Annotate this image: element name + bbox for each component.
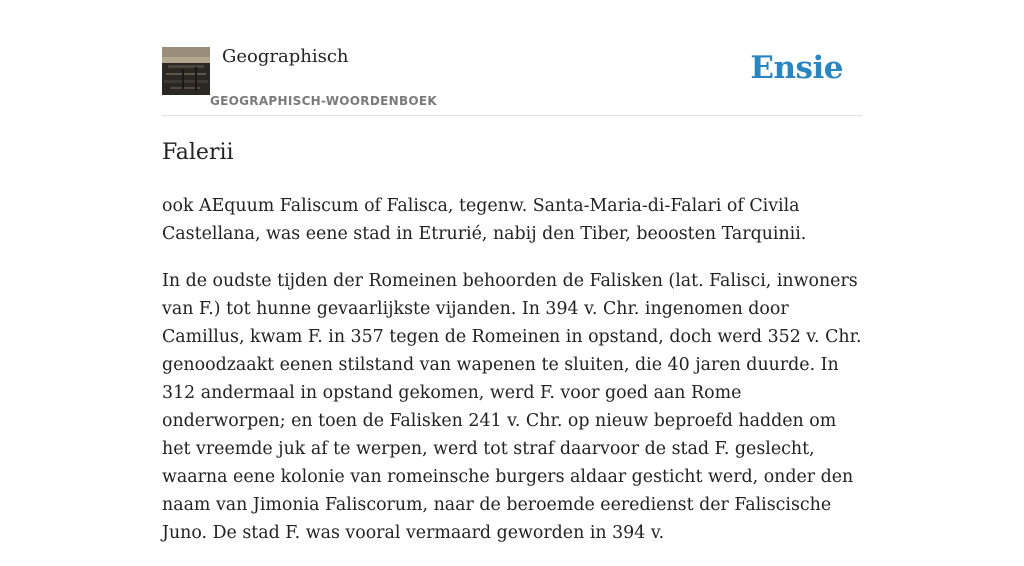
book-avatar[interactable] (162, 47, 210, 95)
ensie-logo-link[interactable]: Ensie (750, 50, 843, 86)
book-spines-icon (162, 47, 210, 95)
article-paragraph-2: In de oudste tijden der Romeinen behoorden de Falisken (lat. Falisci, inwoners van F.) tot hunne gevaarlijkste vijanden. In 394 v. Chr. ingenomen door Camillus, kwam F. in 357 tegen de Romeinen in opstand, doch werd 352 v. Chr. genoodzaakt eenen stilstand van wapenen te sluiten, die 40 jaren duurde. In 312 andermaal in opstand gekomen, werd F. voor goed aan Rome onderworpen; en toen de Falisken 241 v. Chr. op nieuw beproefd hadden om het vreemde juk af te werpen, werd tot straf daarvoor de stad F. geslecht, waarna eene kolonie van romeinsche burgers aldaar gesticht werd, onder den naam van Jimonia Faliscorum, naar de beroemde eeredienst der Faliscische Juno. De stad F. was vooral vermaard geworden in 394 v. (162, 271, 862, 543)
article-title: Falerii (162, 140, 234, 165)
article-paragraph-1: ook AEquum Faliscum of Falisca, tegenw. Santa-Maria-di-Falari of Civila Castellana, was eene stad in Etrurié, nabij den Tiber, beoosten Tarquinii. (162, 196, 807, 244)
article-body (162, 192, 862, 566)
book-slug-link[interactable]: GEOGRAPHISCH-WOORDENBOEK (210, 94, 437, 108)
header (162, 44, 862, 116)
book-title-link[interactable]: Geographisch (222, 46, 349, 67)
